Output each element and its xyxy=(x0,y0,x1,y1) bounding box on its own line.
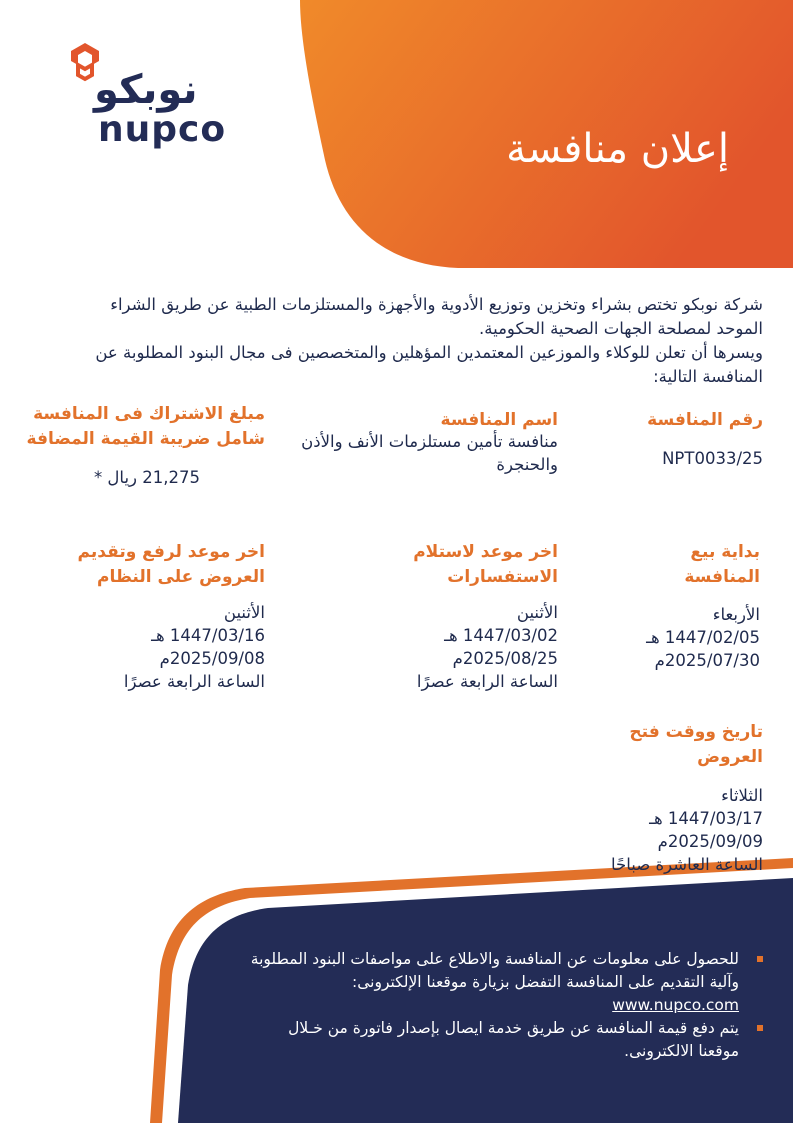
inquiries-deadline-value xyxy=(417,601,558,693)
fee-label-line-2: شامل ضريبة القيمة المضافة xyxy=(26,429,265,449)
sale-start-day: الأربعاء xyxy=(712,605,760,624)
opening-label-line-1: تاريخ ووقت فتح xyxy=(629,722,763,742)
submission-label-line-1: اخر موعد لرفع وتقديم xyxy=(77,542,265,562)
submission-deadline-label xyxy=(78,540,265,590)
fee-label-line-1: مبلغ الاشتراك فى المنافسة xyxy=(33,404,265,424)
inquiries-label-line-1: اخر موعد لاستلام xyxy=(413,542,558,562)
opening-time: الساعة العاشرة صباحًا xyxy=(611,855,763,874)
inquiries-deadline-label xyxy=(413,540,558,590)
submission-hijri: 1447/03/16 هـ xyxy=(151,626,265,645)
submission-deadline-value xyxy=(124,601,265,693)
sale-start-label xyxy=(684,540,760,590)
inquiries-hijri: 1447/03/02 هـ xyxy=(444,626,558,645)
page-title: إعلان منافسة xyxy=(506,126,729,172)
sale-start-label-line-1: بداية بيع xyxy=(690,542,760,562)
opening-label-line-2: العروض xyxy=(697,747,763,767)
tender-number-label: رقم المنافسة xyxy=(647,410,763,430)
opening-day: الثلاثاء xyxy=(721,786,763,805)
tender-name-label: اسم المنافسة xyxy=(440,410,558,430)
sale-start-label-line-2: المنافسة xyxy=(684,567,760,587)
website-link[interactable]: www.nupco.com xyxy=(612,996,739,1014)
opening-hijri: 1447/03/17 هـ xyxy=(649,809,763,828)
tender-number-value: NPT0033/25 xyxy=(662,449,763,468)
logo-arabic-text: نوبكو xyxy=(94,67,198,113)
tender-name-value: منافسة تأمين مستلزمات الأنف والأذن والحنجرة xyxy=(301,432,558,474)
submission-label-line-2: العروض على النظام xyxy=(97,567,265,587)
inquiries-day: الأثنين xyxy=(516,603,558,622)
inquiries-time: الساعة الرابعة عصرًا xyxy=(416,672,558,691)
opening-gregorian: 2025/09/09م xyxy=(657,832,763,851)
inquiries-gregorian: 2025/08/25م xyxy=(452,649,558,668)
footer-info xyxy=(243,948,763,1063)
footer-item-2-text: يتم دفع قيمة المنافسة عن طريق خدمة ايصال بإصدار فاتورة من خـلال موقعنا الالكترونى. xyxy=(288,1019,739,1060)
intro-paragraph-2: ويسرها أن تعلن للوكلاء والموزعين المعتمدين المؤهلين والمتخصصين فى مجال البنود المطلوبة عن المنافسة التالية: xyxy=(95,343,763,386)
fee-label xyxy=(27,402,265,452)
intro-paragraph-1: شركة نوبكو تختص بشراء وتخزين وتوزيع الأدوية والأجهزة والمستلزمات الطبية عن طريق الشراء الموحد لمصلحة الجهات الصحية الحكومية. xyxy=(110,295,763,338)
sale-start-gregorian: 2025/07/30م xyxy=(654,651,760,670)
submission-time: الساعة الرابعة عصرًا xyxy=(123,672,265,691)
opening-label xyxy=(629,720,763,770)
footer-item-payment xyxy=(243,1017,763,1063)
opening-value xyxy=(611,784,763,876)
fee-value: 21,275 ريال * xyxy=(93,468,200,487)
submission-gregorian: 2025/09/08م xyxy=(159,649,265,668)
inquiries-label-line-2: الاستفسارات xyxy=(447,567,558,587)
footer-item-1-text: للحصول على معلومات عن المنافسة والاطلاع على مواصفات البنود المطلوبة وآلية التقديم على المنافسة التفضل بزيارة موقعنا الإلكترونى: xyxy=(250,950,739,991)
logo-english-text: nupco xyxy=(98,109,227,150)
sale-start-hijri: 1447/02/05 هـ xyxy=(646,628,760,647)
footer-item-website xyxy=(243,948,763,1017)
submission-day: الأثنين xyxy=(223,603,265,622)
nupco-logo xyxy=(64,40,229,155)
sale-start-value xyxy=(646,603,760,672)
intro-text xyxy=(63,293,763,389)
